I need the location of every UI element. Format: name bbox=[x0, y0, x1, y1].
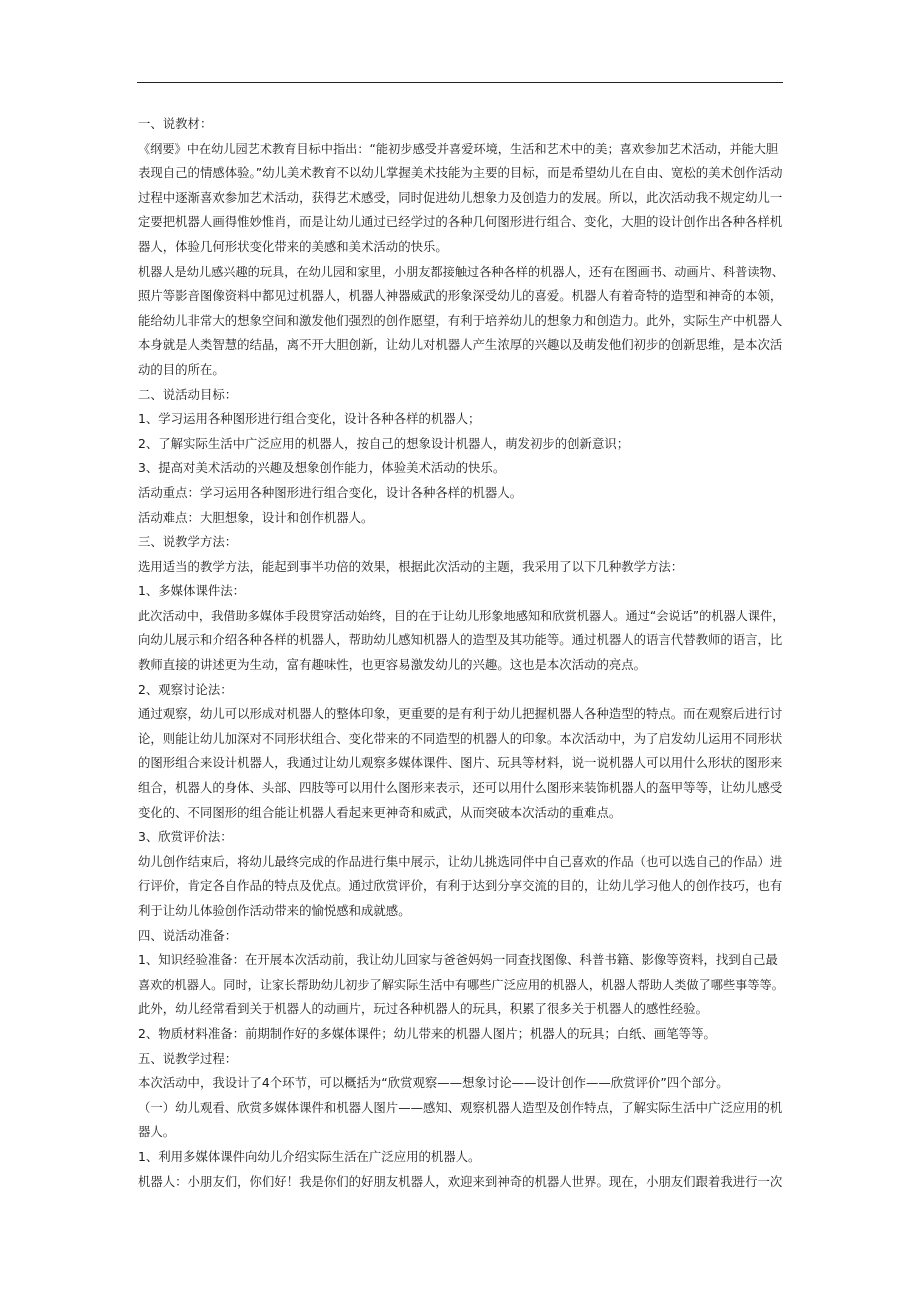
text-line: 利于让幼儿体验创作活动带来的愉悦感和成就感。 bbox=[138, 903, 411, 918]
text-line: 动的目的所在。 bbox=[138, 361, 225, 377]
text-line: 此次活动中，我借助多媒体手段贯穿活动始终，目的在于让幼儿形象地感知和欣赏机器人。通过“会说话”的机器人课件， bbox=[138, 608, 785, 623]
text-line: 1、知识经验准备：在开展本次活动前，我让幼儿回家与爸爸妈妈一同查找图像、科普书籍、影像等资料，找到自己最 bbox=[138, 952, 778, 968]
text-line: 活动重点：学习运用各种图形进行组合变化，设计各种各样的机器人。 bbox=[138, 484, 523, 500]
text-line: 五、说教学过程： bbox=[138, 1050, 238, 1066]
text-line: 照片等影音图像资料中都见过机器人，机器人神器威武的形象深受幼儿的喜爱。机器人有着奇特的造型和神奇的本领， bbox=[138, 288, 783, 304]
text-line: 二、说活动目标： bbox=[138, 386, 238, 402]
text-line: 一、说教材： bbox=[138, 116, 213, 131]
text-line: 幼儿创作结束后，将幼儿最终完成的作品进行集中展示，让幼儿挑选同伴中自己喜欢的作品（也可以选自己的作品）进 bbox=[138, 853, 783, 869]
text-line: 通过观察，幼儿可以形成对机器人的整体印象，更重要的是有利于幼儿把握机器人各种造型的特点。而在观察后进行讨 bbox=[138, 706, 783, 722]
text-line: 变化的、不同图形的组合能让机器人看起来更神奇和威武，从而突破本次活动的重难点。 bbox=[138, 804, 622, 820]
text-line: 行评价，肯定各自作品的特点及优点。通过欣赏评价，有利于达到分享交流的目的，让幼儿学习他人的创作技巧，也有 bbox=[138, 878, 783, 894]
text-line: 2、了解实际生活中广泛应用的机器人，按自己的想象设计机器人，萌发初步的创新意识； bbox=[138, 435, 630, 451]
text-line: 此外，幼儿经常看到关于机器人的动画片，玩过各种机器人的玩具，积累了很多关于机器人的感性经验。 bbox=[138, 1001, 708, 1017]
text-line: 表现自己的情感体验。”幼儿美术教育不以幼儿掌握美术技能为主要的目标，而是希望幼儿在自由、宽松的美术创作活动 bbox=[138, 165, 783, 181]
text-line: （一）幼儿观看、欣赏多媒体课件和机器人图片——感知、观察机器人造型及创作特点，了解实际生活中广泛应用的机 bbox=[138, 1099, 783, 1115]
header-rule bbox=[137, 82, 783, 83]
text-line: 1、学习运用各种图形进行组合变化，设计各种各样的机器人； bbox=[138, 411, 481, 427]
text-line: 机器人：小朋友们，你们好！我是你们的好朋友机器人，欢迎来到神奇的机器人世界。现在，小朋友们跟着我进行一次 bbox=[138, 1173, 783, 1189]
text-line: 器人。 bbox=[138, 1124, 176, 1140]
document-body bbox=[138, 112, 784, 1194]
text-line: 能给幼儿非常大的想象空间和激发他们强烈的创作愿望，有利于培养幼儿的想象力和创造力。此外，实际生产中机器人 bbox=[138, 312, 783, 328]
text-line: 三、说教学方法： bbox=[138, 534, 238, 550]
text-line: 组合，机器人的身体、头部、四肢等可以用什么图形来表示，还可以用什么图形来装饰机器人的盔甲等等，让幼儿感受 bbox=[138, 780, 783, 796]
text-line: 的图形组合来设计机器人，我通过让幼儿观察多媒体课件、图片、玩具等材料，说一说机器人可以用什么形状的图形来 bbox=[138, 755, 783, 771]
text-line: 2、观察讨论法： bbox=[138, 681, 233, 697]
text-line: 论，则能让幼儿加深对不同形状组合、变化带来的不同造型的机器人的印象。本次活动中，为了启发幼儿运用不同形状 bbox=[138, 730, 783, 746]
text-line: 3、提高对美术活动的兴趣及想象创作能力，体验美术活动的快乐。 bbox=[138, 460, 506, 476]
text-line: 教师直接的讲述更为生动，富有趣味性，也更容易激发幼儿的兴趣。这也是本次活动的亮点。 bbox=[138, 657, 647, 673]
text-line: 《纲要》中在幼儿园艺术教育目标中指出：“能初步感受并喜爱环境，生活和艺术中的美；喜欢参加艺术活动，并能大胆 bbox=[138, 141, 779, 156]
text-line: 四、说活动准备： bbox=[138, 927, 238, 943]
text-line: 机器人是幼儿感兴趣的玩具，在幼儿园和家里，小朋友都接触过各种各样的机器人，还有在图画书、动画片、科普读物、 bbox=[138, 264, 784, 279]
text-line: 1、多媒体课件法： bbox=[138, 583, 246, 599]
text-line: 向幼儿展示和介绍各种各样的机器人，帮助幼儿感知机器人的造型及其功能等。通过机器人的语言代替教师的语言，比 bbox=[138, 632, 783, 648]
text-line: 选用适当的教学方法，能起到事半功倍的效果，根据此次活动的主题，我采用了以下几种教学方法： bbox=[138, 558, 684, 574]
text-line: 喜欢的机器人。同时，让家长帮助幼儿初步了解实际生活中有哪些广泛应用的机器人，机器人帮助人类做了哪些事等等。 bbox=[138, 977, 784, 992]
text-line: 2、物质材料准备：前期制作好的多媒体课件；幼儿带来的机器人图片；机器人的玩具；白纸、画笔等等。 bbox=[138, 1025, 716, 1041]
text-line: 器人，体验几何形状变化带来的美感和美术活动的快乐。 bbox=[138, 238, 448, 254]
text-line: 本次活动中，我设计了4个环节，可以概括为“欣赏观察——想象讨论——设计创作——欣赏评价”四个部分。 bbox=[138, 1075, 729, 1091]
text-line: 本身就是人类智慧的结晶，离不开大胆创新，让幼儿对机器人产生浓厚的兴趣以及萌发他们初步的创新思维，是本次活 bbox=[138, 337, 783, 353]
text-line: 定要把机器人画得惟妙惟肖，而是让幼儿通过已经学过的各种几何图形进行组合、变化，大胆的设计创作出各种各样机 bbox=[138, 214, 783, 230]
text-line: 过程中逐渐喜欢参加艺术活动，获得艺术感受，同时促进幼儿想象力及创造力的发展。所以，此次活动我不规定幼儿一 bbox=[138, 189, 783, 205]
text-line: 1、利用多媒体课件向幼儿介绍实际生活在广泛应用的机器人。 bbox=[138, 1148, 481, 1164]
text-line: 活动难点：大胆想象，设计和创作机器人。 bbox=[138, 509, 374, 525]
text-line: 3、欣赏评价法： bbox=[138, 829, 233, 845]
